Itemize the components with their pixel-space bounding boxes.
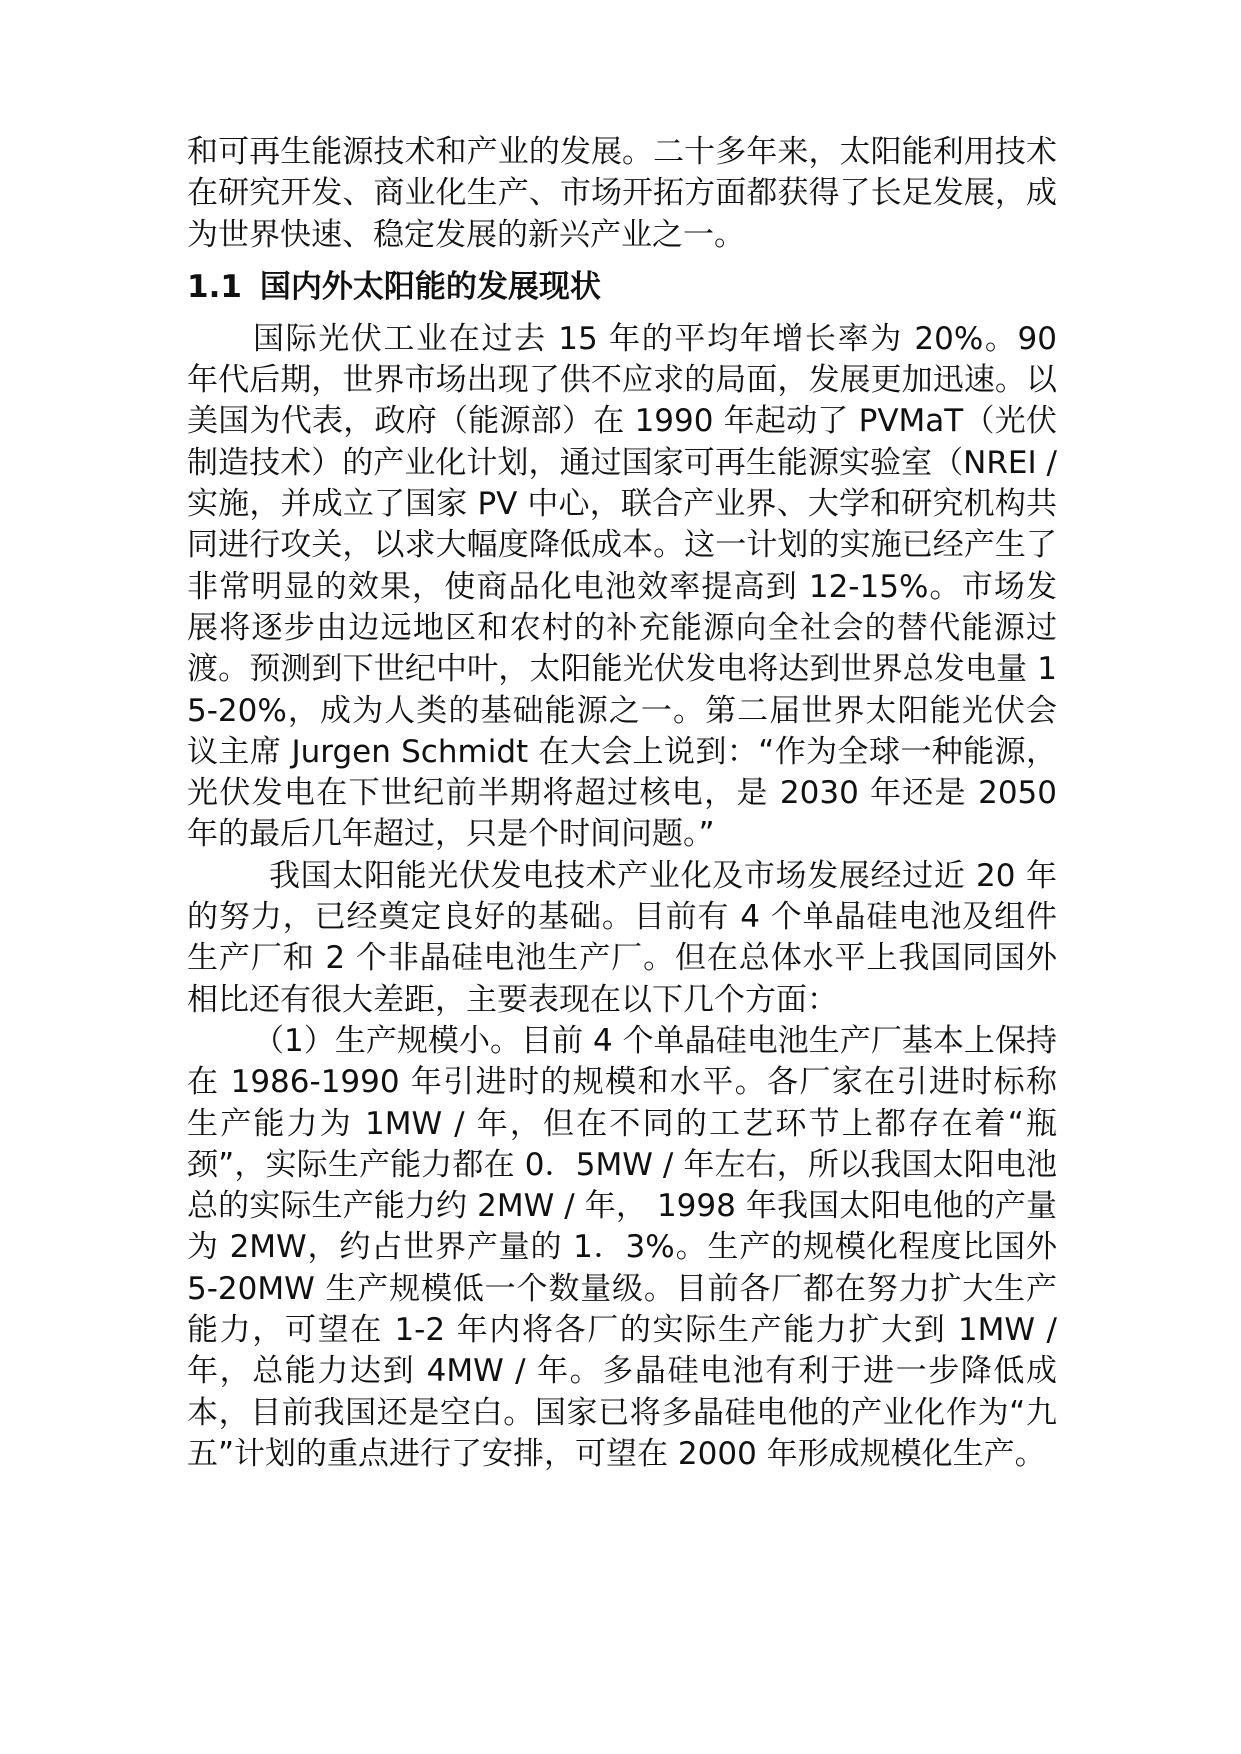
section-title: 国内外太阳能的发展现状 xyxy=(259,268,601,305)
paragraph-china-pv: 我国太阳能光伏发电技术产业化及市场发展经过近 20 年的努力，已经奠定良好的基础。目前有 4 个单晶硅电池及组件生产厂和 2 个非晶硅电池生产厂。但在总体水平上我国同国外相比还有很大差距，主要表现在以下几个方面： xyxy=(187,857,1057,1018)
intro-paragraph: 和可再生能源技术和产业的发展。二十多年来，太阳能利用技术在研究开发、商业化生产、市场开拓方面都获得了长足发展，成为世界快速、稳定发展的新兴产业之一。 xyxy=(187,134,1057,253)
section-number: 1.1 xyxy=(187,268,242,305)
document-page xyxy=(187,132,1057,1475)
paragraph-international-pv: 国际光伏工业在过去 15 年的平均年增长率为 20%。90 年代后期，世界市场出现了供不应求的局面，发展更加迅速。以美国为代表，政府（能源部）在 1990 年起动了 PVMaT（光伏制造技术）的产业化计划，通过国家可再生能源实验室（NREI / 实施，并成立了国家 PV 中心，联合产业界、大学和研究机构共同进行攻关，以求大幅度降低成本。这一计划的实施已经产生了非常明显的效果，使商品化电池效率提高到 12-15%。市场发展将逐步由边远地区和农村的补充能源向全社会的替代能源过渡。预测到下世纪中叶，太阳能光伏发电将达到世界总发电量 15-20%，成为人类的基础能源之一。第二届世界太阳能光伏会议主席 Jurgen Schmidt 在大会上说到：“作为全球一种能源，光伏发电在下世纪前半期将超过核电，是 2030 年还是 2050 年的最后几年超过，只是个时间问题。” xyxy=(187,320,1057,853)
paragraph-production-scale: （1）生产规模小。目前 4 个单晶硅电池生产厂基本上保持在 1986-1990 年引进时的规模和水平。各厂家在引进时标称生产能力为 1MW / 年，但在不同的工艺环节上都存在着“瓶颈”，实际生产能力都在 0．5MW / 年左右，所以我国太阳电池总的实际生产能力约 2MW / 年， 1998 年我国太阳电他的产量为 2MW，约占世界产量的 1．3%。生产的规模化程度比国外 5-20MW 生产规模低一个数量级。目前各厂都在努力扩大生产能力，可望在 1-2 年内将各厂的实际生产能力扩大到 1MW / 年，总能力达到 4MW / 年。多晶硅电池有利于进一步降低成本，目前我国还是空白。国家已将多晶硅电他的产业化作为“九五”计划的重点进行了安排，可望在 2000 年形成规模化生产。 xyxy=(187,1022,1057,1472)
section-heading xyxy=(187,265,1057,309)
